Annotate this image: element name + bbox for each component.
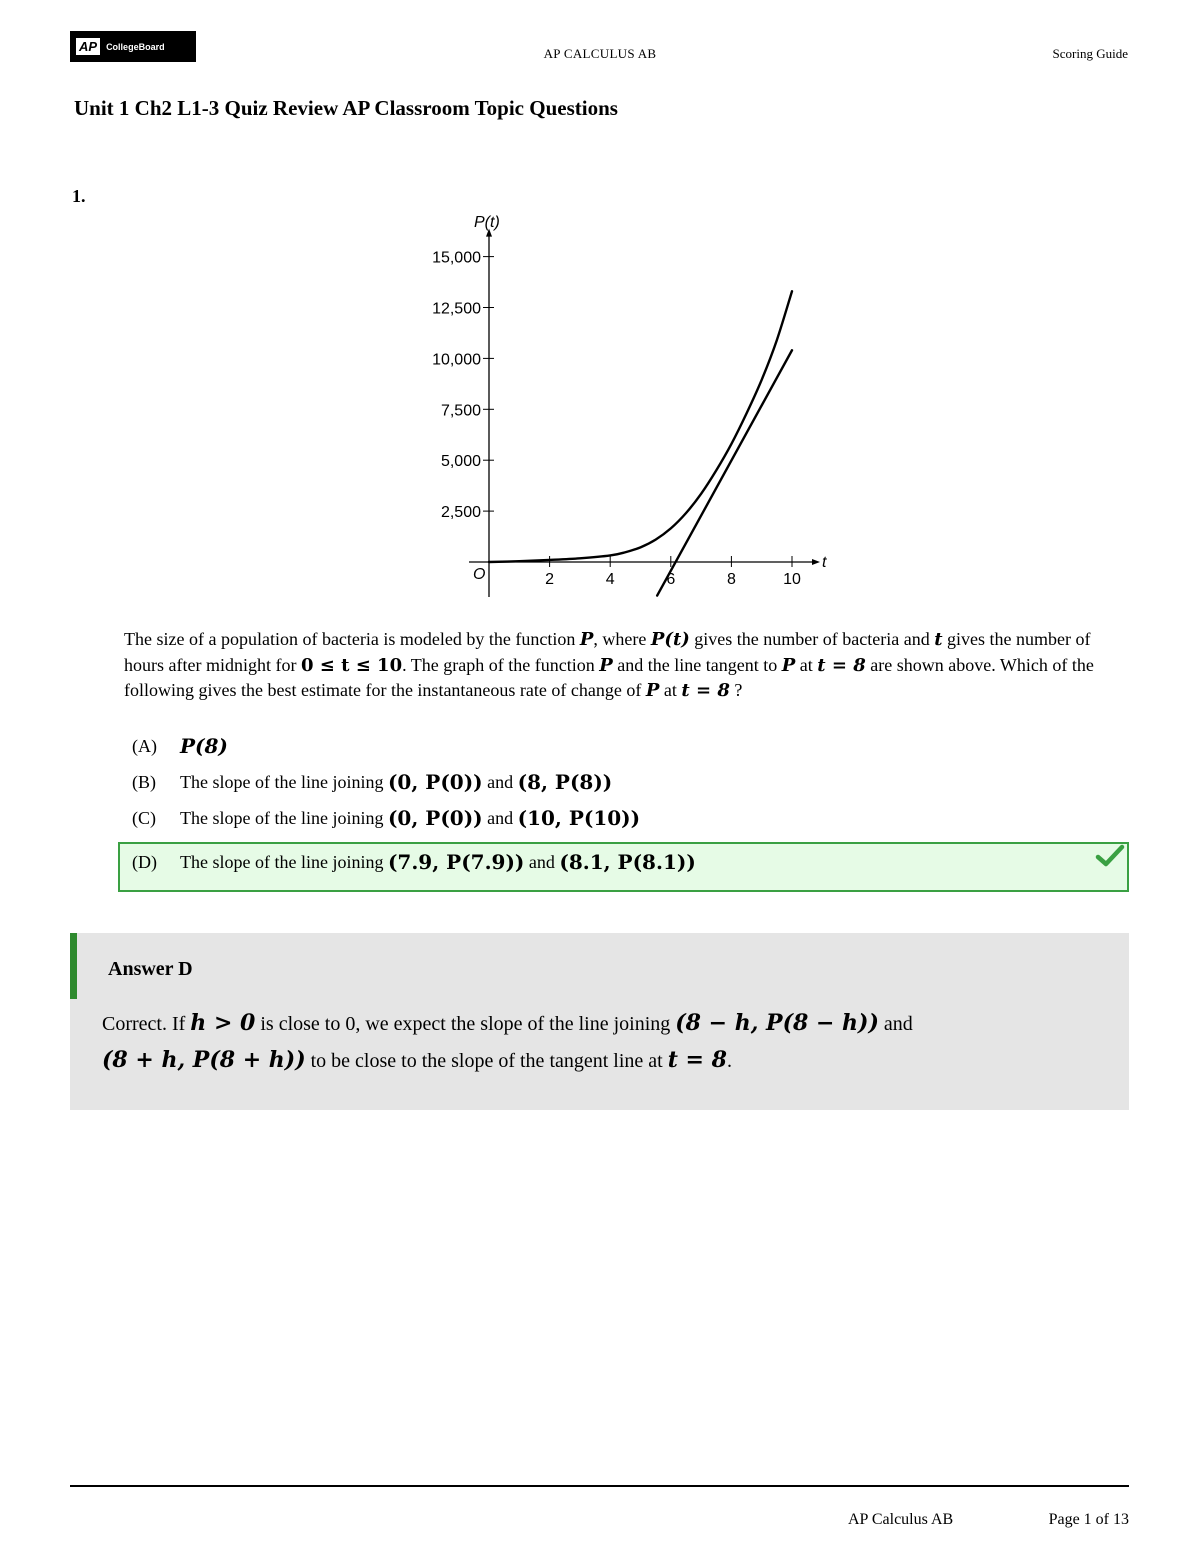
page-number: Page 1 of 13: [1048, 1511, 1129, 1528]
choice-math: (0, P(0)): [387, 806, 483, 830]
y-axis-label: P(t): [474, 214, 500, 231]
choice-text: The slope of the line joining: [180, 807, 388, 828]
checkmark-icon: [1095, 844, 1125, 868]
x-tick-label: 2: [545, 571, 555, 588]
population-graph: [410, 205, 830, 600]
choice-math: (8, P(8)): [517, 770, 613, 794]
y-tick-label: 12,500: [432, 300, 481, 318]
footer-course: AP Calculus AB: [848, 1511, 954, 1528]
answer-explanation: [70, 933, 1129, 1110]
x-axis-arrow: [812, 559, 820, 565]
choice-math: (7.9, P(7.9)): [387, 850, 525, 874]
choice-label: (A): [132, 735, 157, 756]
header-course: AP CALCULUS AB: [543, 46, 657, 61]
choice-math: (10, P(10)): [517, 806, 641, 830]
page-title: Unit 1 Ch2 L1-3 Quiz Review AP Classroom Topic Questions: [74, 96, 618, 120]
choice-math: (8.1, P(8.1)): [559, 850, 696, 874]
tangent-line: [657, 350, 792, 595]
header-scoring-guide: Scoring Guide: [1052, 46, 1128, 61]
x-tick-label: 6: [666, 571, 676, 588]
x-tick-label: 4: [605, 571, 615, 588]
choice-a[interactable]: [132, 734, 228, 758]
choice-label: (D): [132, 851, 157, 872]
question-number: 1.: [72, 186, 86, 206]
x-axis-label: t: [822, 554, 827, 571]
answer-title: Answer D: [108, 958, 193, 980]
ap-logo-mark: AP: [76, 38, 100, 55]
answer-accent-bar: [70, 933, 77, 999]
question-text: The size of a population of bacteria is modeled by the function P, where P(t) gives the number of bacteria and t gives the number of hours after midnight for 0 ≤ t ≤ 10. The graph of the function P and the line tangent to P at t = 8 are shown above. Which of the following gives the best estimate for the instantaneous rate of change of P at t = 8 ?: [124, 629, 1094, 701]
y-tick-label: 10,000: [432, 351, 481, 369]
answer-text: Correct. If h > 0 is close to 0, we expect the slope of the line joining (8 − h, P(8 − h)) and (8 + h, P(8 + h)) to be close to the slope of the tangent line at t = 8.: [102, 1010, 913, 1073]
choice-label: (B): [132, 771, 156, 792]
choice-d-correct[interactable]: (D) The slope of the line joining (7.9, P(7.9)) and (8.1, P(8.1)): [118, 842, 1129, 892]
footer-divider: [70, 1485, 1129, 1487]
y-tick-label: 15,000: [432, 249, 481, 267]
x-tick-label: 8: [726, 571, 736, 588]
x-tick-label: 10: [783, 571, 801, 588]
choice-b[interactable]: (B) The slope of the line joining (0, P(0)) and (8, P(8)): [132, 770, 613, 794]
choice-math: (0, P(0)): [387, 770, 483, 794]
brand-name: CollegeBoard: [106, 41, 165, 52]
y-tick-label: 5,000: [440, 453, 481, 471]
y-tick-label: 2,500: [440, 504, 481, 522]
origin-label: O: [473, 566, 486, 583]
y-tick-label: 7,500: [440, 402, 481, 420]
population-curve: [489, 291, 792, 562]
choice-text: The slope of the line joining: [180, 851, 388, 872]
choice-c[interactable]: (C) The slope of the line joining (0, P(0)) and (10, P(10)): [132, 806, 641, 830]
choice-text: The slope of the line joining: [180, 771, 388, 792]
choice-label: (C): [132, 807, 156, 828]
choice-math: P(8): [180, 734, 228, 758]
